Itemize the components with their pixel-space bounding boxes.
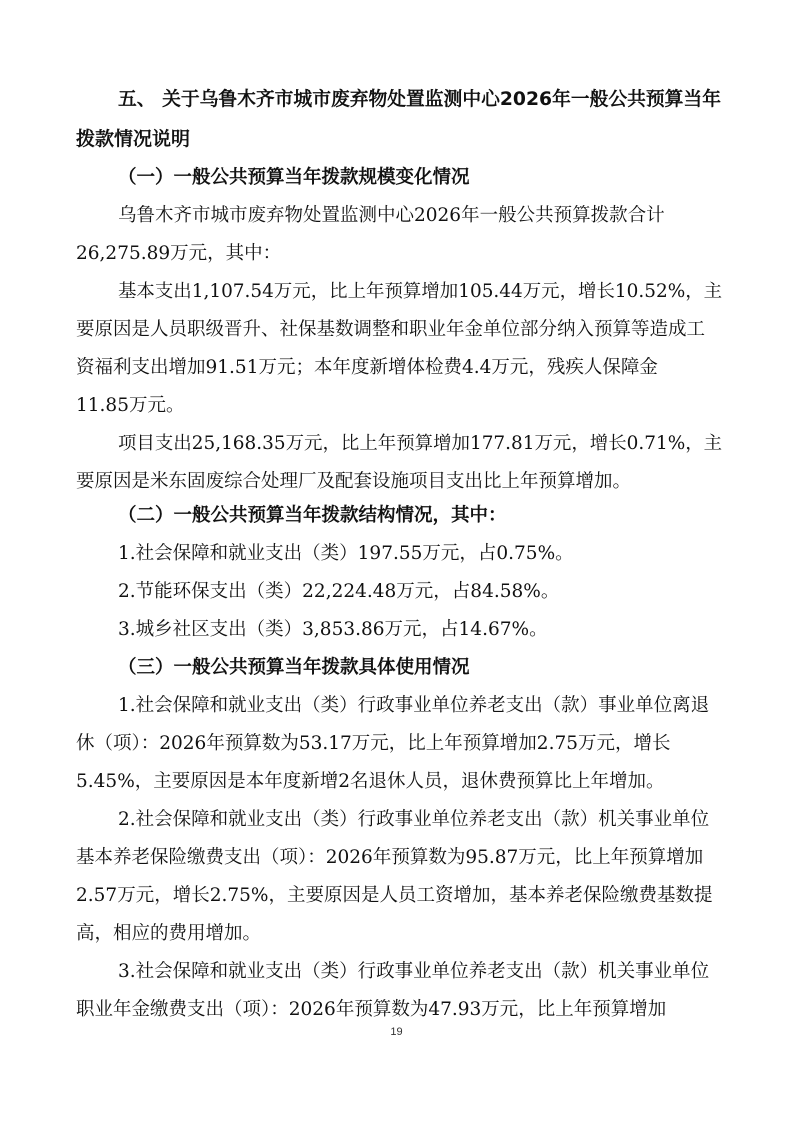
paragraph-text: 2.社会保障和就业支出（类）行政事业单位养老支出（款）机关事业单位 (118, 809, 710, 830)
paragraph-text: 职业年金缴费支出（项）：2026年预算数为47.93万元，比上年预算增加 (76, 999, 667, 1020)
paragraph-text: 2.57万元，增长2.75%，主要原因是人员工资增加，基本养老保险缴费基数提 (76, 885, 713, 906)
paragraph-text: 26,275.89万元，其中： (76, 243, 282, 264)
subsection-3-title: （三）一般公共预算当年拨款具体使用情况 (118, 657, 470, 678)
list-item: 3.城乡社区支出（类）3,853.86万元，占14.67%。 (118, 619, 548, 640)
paragraph-text: 资福利支出增加91.51万元；本年度新增体检费4.4万元，残疾人保障金 (76, 357, 658, 378)
paragraph-text: 休（项）：2026年预算数为53.17万元，比上年预算增加2.75万元，增长 (76, 733, 671, 754)
paragraph-text: 3.社会保障和就业支出（类）行政事业单位养老支出（款）机关事业单位 (118, 961, 710, 982)
paragraph-text: 1.社会保障和就业支出（类）行政事业单位养老支出（款）事业单位离退 (118, 695, 710, 716)
paragraph-text: 乌鲁木齐市城市废弃物处置监测中心2026年一般公共预算拨款合计 (118, 205, 665, 226)
page-number: 19 (390, 1026, 403, 1038)
paragraph-text: 基本养老保险缴费支出（项）：2026年预算数为95.87万元，比上年预算增加 (76, 847, 704, 868)
subsection-2-title: （二）一般公共预算当年拨款结构情况，其中： (118, 505, 507, 526)
list-item: 2.节能环保支出（类）22,224.48万元，占84.58%。 (118, 581, 560, 602)
paragraph-text: 要原因是人员职级晋升、社保基数调整和职业年金单位部分纳入预算等造成工 (76, 319, 706, 340)
section-heading-line-1: 五、 关于乌鲁木齐市城市废弃物处置监测中心2026年一般公共预算当年 (118, 89, 721, 110)
paragraph-text: 高，相应的费用增加。 (76, 923, 262, 944)
paragraph-text: 11.85万元。 (76, 395, 185, 416)
subsection-1-title: （一）一般公共预算当年拨款规模变化情况 (118, 167, 470, 188)
paragraph-text: 要原因是米东固废综合处理厂及配套设施项目支出比上年预算增加。 (76, 471, 632, 492)
paragraph-text: 项目支出25,168.35万元，比上年预算增加177.81万元，增长0.71%，主 (118, 433, 723, 454)
paragraph-text: 5.45%，主要原因是本年度新增2名退休人员，退休费预算比上年增加。 (76, 771, 665, 792)
list-item: 1.社会保障和就业支出（类）197.55万元，占0.75%。 (118, 543, 574, 564)
section-heading-line-2: 拨款情况说明 (76, 128, 191, 150)
paragraph-text: 基本支出1,107.54万元，比上年预算增加105.44万元，增长10.52%，主 (118, 281, 723, 302)
